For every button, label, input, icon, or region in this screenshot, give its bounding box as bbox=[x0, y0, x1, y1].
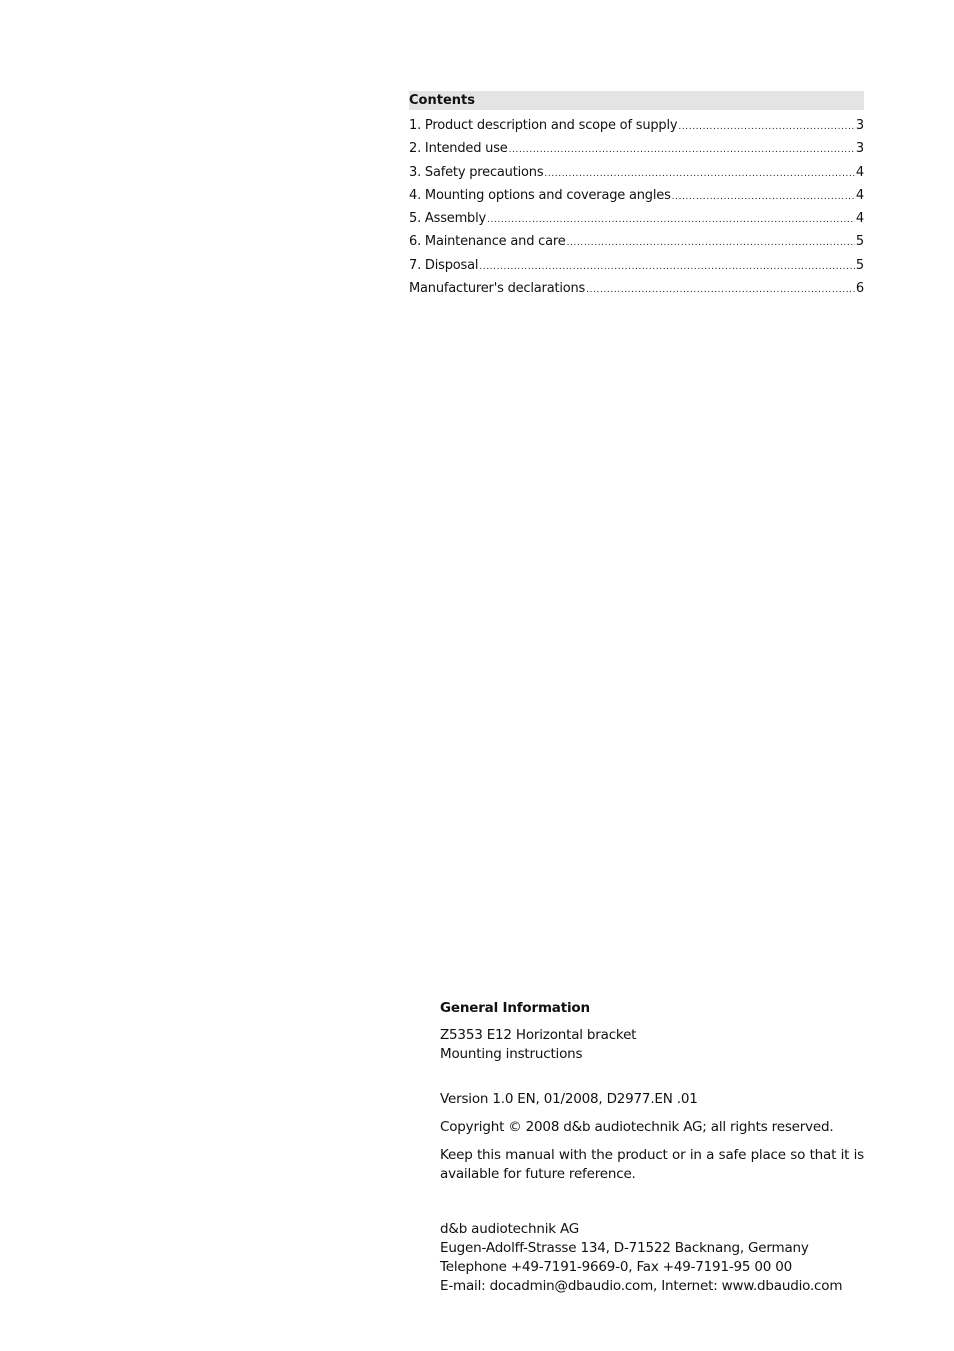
toc-entry-title: 5. Assembly bbox=[409, 211, 486, 227]
toc-entry[interactable] bbox=[409, 281, 864, 304]
general-info-heading: General Information bbox=[440, 1000, 590, 1016]
contents-heading: Contents bbox=[409, 91, 864, 110]
keep-manual-note: Keep this manual with the product or in a safe place so that it is available for future reference. bbox=[440, 1147, 864, 1182]
toc-entry[interactable] bbox=[409, 141, 864, 164]
toc-entry-title: 3. Safety precautions bbox=[409, 164, 544, 180]
toc-entry-title: Manufacturer's declarations bbox=[409, 281, 586, 297]
version-line: Version 1.0 EN, 01/2008, D2977.EN .01 bbox=[440, 1091, 698, 1107]
toc-entry-page: 4 bbox=[855, 211, 864, 227]
toc-dot-leader bbox=[678, 118, 855, 133]
copyright-line: Copyright © 2008 d&b audiotechnik AG; all rights reserved. bbox=[440, 1119, 834, 1135]
table-of-contents bbox=[409, 91, 864, 304]
toc-entry-title: 2. Intended use bbox=[409, 141, 508, 157]
toc-entry-page: 4 bbox=[855, 164, 864, 180]
product-name: Z5353 E12 Horizontal bracket bbox=[440, 1027, 637, 1043]
toc-entry-title: 7. Disposal bbox=[409, 257, 479, 273]
toc-dot-leader bbox=[479, 258, 855, 273]
company-phone: Telephone +49-7191-9669-0, Fax +49-7191-95 00 00 bbox=[440, 1259, 793, 1275]
toc-entry-title: 1. Product description and scope of supply bbox=[409, 118, 678, 133]
company-contact: E-mail: docadmin@dbaudio.com, Internet: www.dbaudio.com bbox=[440, 1278, 843, 1294]
toc-dot-leader bbox=[509, 141, 855, 156]
toc-list bbox=[409, 118, 864, 304]
toc-entry[interactable] bbox=[409, 211, 864, 234]
toc-entry-page: 4 bbox=[855, 187, 864, 203]
general-information bbox=[440, 1000, 864, 1296]
toc-dot-leader bbox=[487, 211, 855, 226]
toc-entry-page: 3 bbox=[855, 141, 864, 157]
toc-entry-title: 6. Maintenance and care bbox=[409, 234, 566, 250]
toc-entry[interactable] bbox=[409, 165, 864, 188]
toc-dot-leader bbox=[567, 234, 855, 249]
toc-entry-title: 4. Mounting options and coverage angles bbox=[409, 187, 671, 203]
company-name: d&b audiotechnik AG bbox=[440, 1221, 580, 1237]
toc-dot-leader bbox=[586, 281, 855, 296]
toc-entry[interactable] bbox=[409, 188, 864, 211]
toc-entry-page: 5 bbox=[855, 234, 864, 250]
toc-dot-leader bbox=[544, 165, 855, 180]
toc-entry-page: 3 bbox=[855, 118, 864, 133]
toc-entry-page: 6 bbox=[855, 281, 864, 297]
document-type: Mounting instructions bbox=[440, 1046, 583, 1062]
toc-dot-leader bbox=[672, 188, 855, 203]
toc-entry[interactable] bbox=[409, 258, 864, 281]
company-address: Eugen-Adolff-Strasse 134, D-71522 Backnang, Germany bbox=[440, 1240, 809, 1256]
toc-entry-page: 5 bbox=[855, 257, 864, 273]
toc-entry[interactable] bbox=[409, 234, 864, 257]
toc-entry[interactable] bbox=[409, 118, 864, 141]
